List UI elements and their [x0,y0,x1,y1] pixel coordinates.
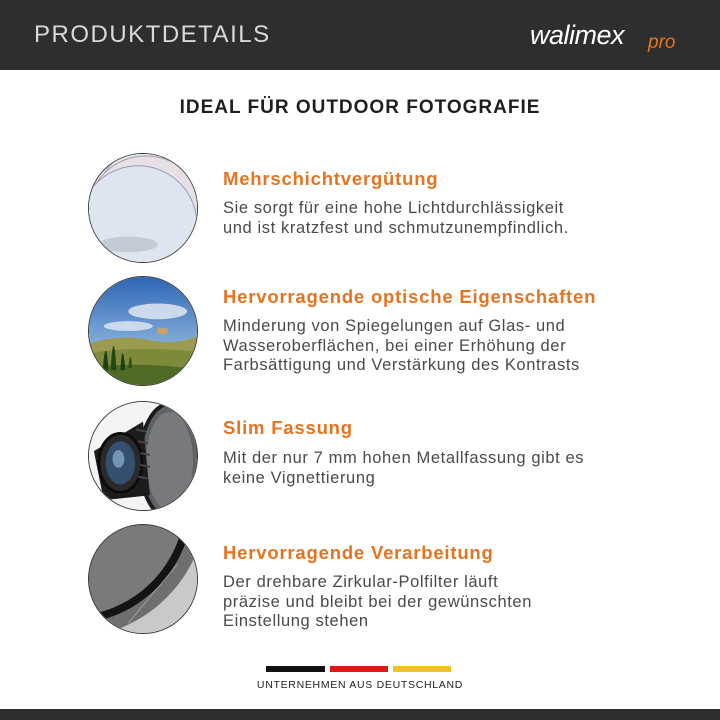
section-subtitle: IDEAL FÜR OUTDOOR FOTOGRAFIE [179,97,541,118]
feature-desc-line: Wasseroberflächen, bei einer Erhöhung der [223,336,567,355]
flag-stripe-red [330,666,388,672]
feature-title: Slim Fassung [223,417,353,438]
feature-desc-line: und ist kratzfest und schmutzunempfindlich. [223,218,569,237]
landscape-image [88,276,198,386]
feature-title: Hervorragende Verarbeitung [223,542,494,563]
logo-suffix: pro [648,32,676,53]
footer-bar [0,709,720,720]
lens-filter-image [88,401,198,511]
flag-stripe-black [266,666,325,672]
feature-desc-line: Mit der nur 7 mm hohen Metallfassung gibt es [223,449,585,467]
flag-stripe-gold [393,666,451,672]
logo-word: walimex [530,20,625,50]
made-in-germany-text: UNTERNEHMEN AUS DEUTSCHLAND [256,679,464,691]
feature-desc-line: Einstellung stehen [223,612,369,630]
feature-desc-line: präzise und bleibt bei der gewünschten [223,592,532,611]
feature-description [223,317,643,376]
header-bar [0,0,720,70]
feature-description [223,199,643,238]
feature-desc-line: keine Vignettierung [223,468,376,487]
walimex-pro-logo [528,14,688,54]
feature-desc-line: Minderung von Spiegelungen auf Glas- und [223,317,566,335]
feature-description [223,449,643,488]
feature-desc-line: Der drehbare Zirkular-Polfilter läuft [223,573,499,591]
page-title: PRODUKTDETAILS [34,21,271,48]
feature-desc-line: Sie sorgt für eine hohe Lichtdurchlässigkeit [223,199,564,217]
feature-title: Mehrschichtvergütung [223,168,439,189]
filter-closeup-image [88,524,198,634]
feature-description [223,573,643,632]
feature-title: Hervorragende optische Eigenschaften [223,286,597,307]
feature-desc-line: Farbsättigung und Verstärkung des Kontrasts [223,356,580,374]
coated-glass-image [88,153,198,263]
